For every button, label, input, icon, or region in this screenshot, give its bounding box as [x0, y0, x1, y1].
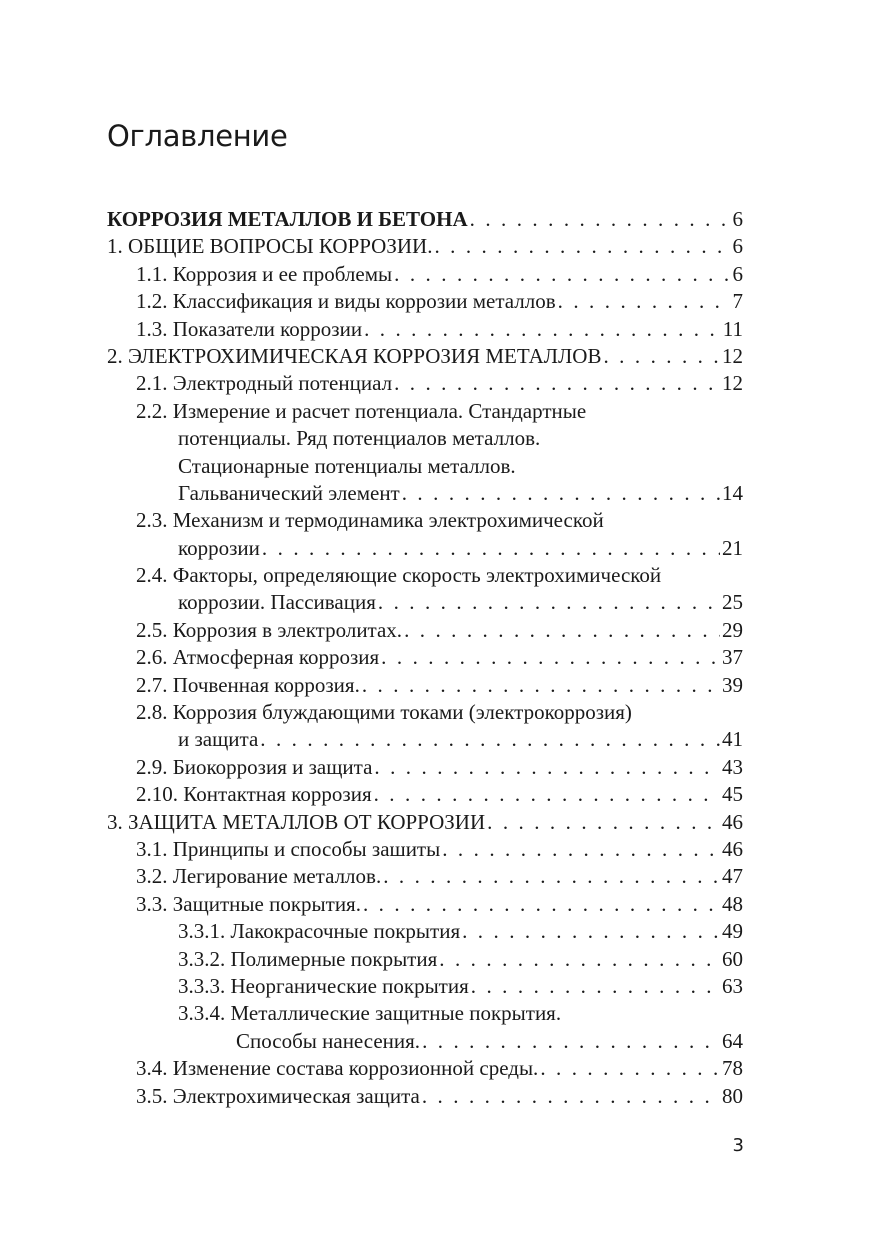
toc-entry-line: [107, 425, 743, 452]
toc-entry-title: 2.6. Атмосферная коррозия: [136, 645, 380, 670]
toc-entry: [107, 863, 743, 890]
toc-entry-title-continued: Способы нанесения.: [236, 1028, 421, 1053]
toc-entry-title: 3.3.3. Неорганические покрытия: [178, 973, 469, 998]
toc-leader-dots: [374, 754, 720, 781]
toc-entry-title: 3.3.1. Лакокрасочные покрытия: [178, 919, 461, 944]
toc-leader-dots: [394, 261, 730, 288]
toc-leader-dots: [603, 343, 720, 370]
toc-entry: [107, 589, 743, 616]
toc-entry-line: [107, 453, 743, 480]
toc-entry: [107, 535, 743, 562]
toc-page-number: 64: [722, 1028, 743, 1053]
toc-entry: [107, 617, 743, 644]
toc-entry: [107, 973, 743, 1000]
toc-leader-dots: [487, 809, 720, 836]
toc-entry: [107, 1055, 743, 1082]
toc-entry-title: 3.3. Защитные покрытия.: [136, 891, 361, 916]
toc-entry: [107, 288, 743, 315]
toc-entry-title: 2.2. Измерение и расчет потенциала. Стандартные: [136, 398, 587, 423]
toc-entry-line: [107, 1000, 743, 1027]
toc-entry-title: 3.3.2. Полимерные покрытия: [178, 946, 438, 971]
toc-leader-dots: [558, 288, 731, 315]
toc-page-number: 37: [722, 645, 743, 670]
toc-leader-dots: [471, 973, 720, 1000]
toc-entry-title: 3. ЗАЩИТА МЕТАЛЛОВ ОТ КОРРОЗИИ: [107, 809, 486, 834]
toc-entry-title: 3.1. Принципы и способы зашиты: [136, 836, 441, 861]
toc-page-number: 6: [732, 234, 743, 259]
table-of-contents: [107, 206, 743, 1110]
toc-leader-dots: [362, 672, 720, 699]
toc-entry-title: 1.2. Классификация и виды коррозии металлов: [136, 289, 556, 314]
toc-entry: [107, 1028, 743, 1055]
toc-entry-title: 2.7. Почвенная коррозия.: [136, 672, 360, 697]
toc-entry: [107, 809, 743, 836]
toc-page-number: 47: [722, 864, 743, 889]
toc-entry: [107, 781, 743, 808]
toc-leader-dots: [422, 1028, 720, 1055]
toc-entry-title: 2.1. Электродный потенциал: [136, 371, 393, 396]
toc-entry-title-continued: потенциалы. Ряд потенциалов металлов.: [178, 426, 541, 451]
toc-page-number: 6: [732, 261, 743, 286]
toc-leader-dots: [439, 946, 720, 973]
toc-entry-title: 1.1. Коррозия и ее проблемы: [136, 261, 393, 286]
toc-entry-title: 2.5. Коррозия в электролитах.: [136, 617, 403, 642]
toc-leader-dots: [442, 836, 720, 863]
toc-leader-dots: [363, 891, 720, 918]
toc-page-number: 43: [722, 754, 743, 779]
toc-leader-dots: [364, 316, 721, 343]
toc-leader-dots: [404, 617, 720, 644]
toc-entry-title: 2.8. Коррозия блуждающими токами (электрокоррозия): [136, 700, 632, 725]
toc-entry-title: 2.9. Биокоррозия и защита: [136, 754, 373, 779]
toc-entry-line: [107, 398, 743, 425]
toc-page-number: 21: [722, 535, 743, 560]
toc-page-number: 6: [732, 207, 743, 231]
toc-entry-line: [107, 699, 743, 726]
toc-entry-title: 1.3. Показатели коррозии: [136, 316, 363, 341]
toc-entry: [107, 726, 743, 753]
toc-page-number: 46: [722, 809, 743, 834]
toc-entry-title: 2.3. Механизм и термодинамика электрохимической: [136, 508, 604, 533]
toc-entry-title-continued: Гальванический элемент: [178, 480, 400, 505]
toc-entry-title-continued: коррозии: [178, 535, 260, 560]
toc-page-number: 7: [732, 289, 743, 314]
toc-page-number: 60: [722, 946, 743, 971]
toc-entry: [107, 754, 743, 781]
toc-leader-dots: [394, 370, 720, 397]
toc-page-number: 12: [722, 343, 743, 368]
toc-entry-title: 3.2. Легирование металлов.: [136, 864, 382, 889]
toc-leader-dots: [434, 233, 730, 260]
toc-entry-title-continued: Стационарные потенциалы металлов.: [178, 453, 516, 478]
toc-leader-dots: [462, 918, 720, 945]
toc-page-number: 78: [722, 1056, 743, 1081]
toc-page-number: 12: [722, 371, 743, 396]
toc-entry-title: 3.5. Электрохимическая защита: [136, 1083, 420, 1108]
toc-page-number: 48: [722, 891, 743, 916]
toc-entry: [107, 261, 743, 288]
toc-entry: [107, 233, 743, 260]
toc-entry-title: 3.3.4. Металлические защитные покрытия.: [178, 1001, 562, 1026]
toc-entry-title: 2. ЭЛЕКТРОХИМИЧЕСКАЯ КОРРОЗИЯ МЕТАЛЛОВ: [107, 343, 602, 368]
toc-entry: [107, 672, 743, 699]
toc-page-number: 63: [722, 973, 743, 998]
toc-entry-title: 2.4. Факторы, определяющие скорость электрохимической: [136, 563, 662, 588]
toc-entry: [107, 480, 743, 507]
toc-entry-title-continued: коррозии. Пассивация: [178, 590, 376, 615]
toc-page-number: 14: [722, 480, 743, 505]
toc-entry: [107, 918, 743, 945]
toc-page-number: 46: [722, 836, 743, 861]
toc-entry: [107, 370, 743, 397]
toc-entry-title: 2.10. Контактная коррозия: [136, 782, 372, 807]
toc-entry: [107, 343, 743, 370]
toc-leader-dots: [422, 1083, 720, 1110]
toc-entry: [107, 946, 743, 973]
page-title: Оглавление: [107, 119, 288, 153]
toc-entry: [107, 1083, 743, 1110]
toc-page-number: 41: [722, 727, 743, 752]
toc-page-number: 29: [722, 617, 743, 642]
toc-leader-dots: [383, 863, 720, 890]
toc-page-number: 49: [722, 919, 743, 944]
toc-entry: [107, 836, 743, 863]
toc-page-number: 45: [722, 782, 743, 807]
toc-entry: [107, 891, 743, 918]
toc-page-number: 25: [722, 590, 743, 615]
toc-entry-title-continued: и защита: [178, 727, 259, 752]
toc-leader-dots: [540, 1055, 720, 1082]
toc-entry: [107, 316, 743, 343]
toc-entry-title: 1. ОБЩИЕ ВОПРОСЫ КОРРОЗИИ.: [107, 234, 433, 259]
toc-entry-line: [107, 562, 743, 589]
toc-entry: [107, 206, 743, 233]
toc-leader-dots: [262, 535, 720, 562]
toc-leader-dots: [378, 589, 720, 616]
toc-page-number: 39: [722, 672, 743, 697]
toc-leader-dots: [381, 644, 720, 671]
toc-leader-dots: [374, 781, 720, 808]
page-number-folio: 3: [732, 1135, 744, 1156]
toc-entry-line: [107, 507, 743, 534]
toc-entry-title: КОРРОЗИЯ МЕТАЛЛОВ И БЕТОНА: [107, 207, 468, 231]
toc-entry-title: 3.4. Изменение состава коррозионной среды.: [136, 1056, 539, 1081]
toc-leader-dots: [402, 480, 720, 507]
toc-page-number: 80: [722, 1083, 743, 1108]
toc-leader-dots: [260, 726, 720, 753]
toc-leader-dots: [470, 206, 731, 233]
toc-entry: [107, 644, 743, 671]
toc-page-number: 11: [722, 316, 743, 341]
